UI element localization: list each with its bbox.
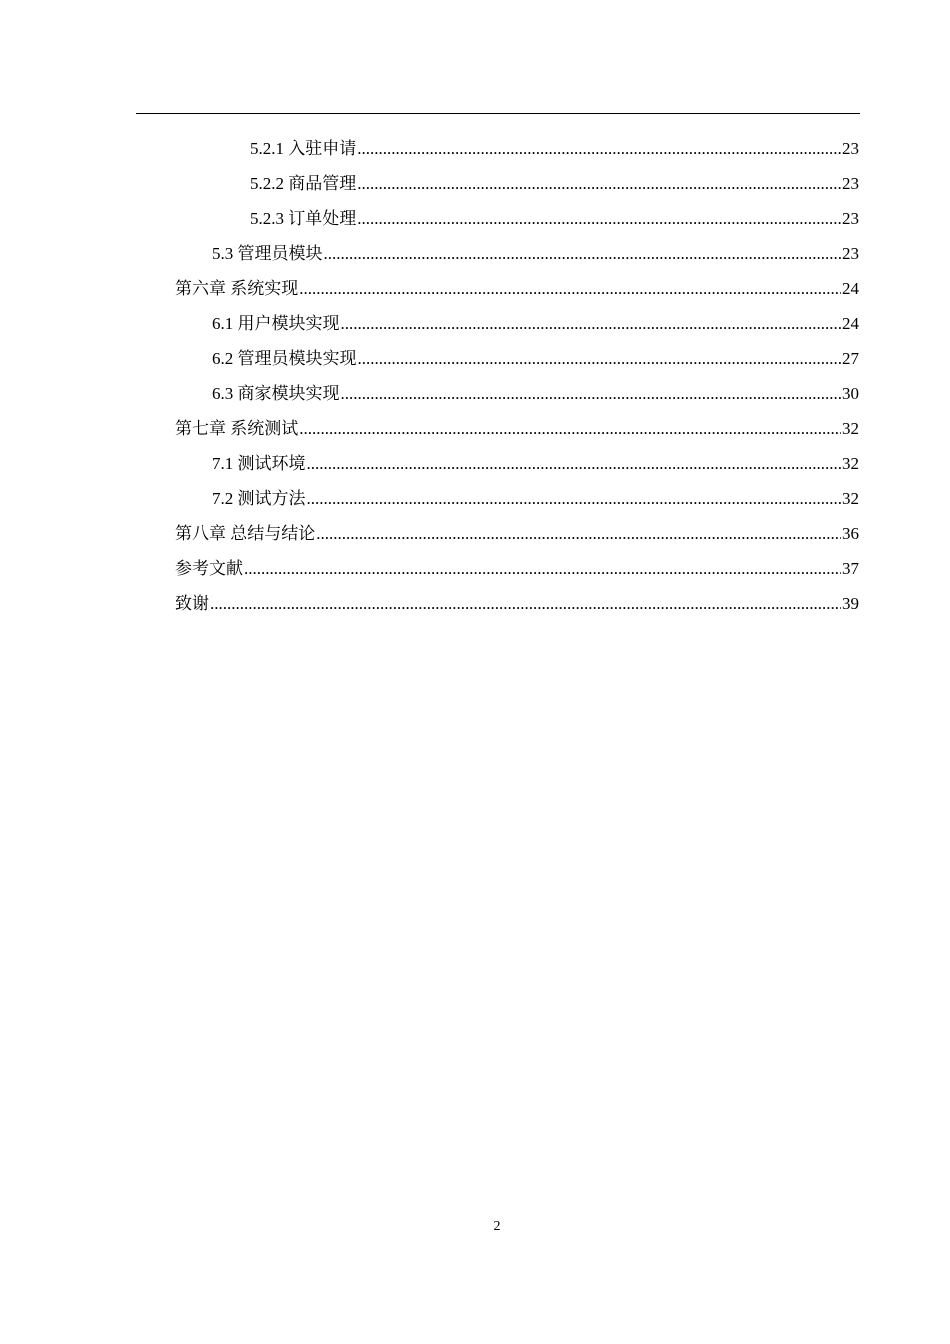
toc-entry-page: 24	[842, 279, 859, 298]
toc-dot-leader	[210, 586, 841, 621]
toc-entry-page: 36	[842, 524, 859, 543]
toc-entry-title: 7.1 测试环境	[212, 454, 306, 473]
toc-dot-leader	[357, 166, 841, 201]
toc-entry-title: 5.3 管理员模块	[212, 244, 323, 263]
toc-dot-leader	[299, 411, 841, 446]
toc-dot-leader	[357, 131, 841, 166]
toc-entry-title: 致谢	[175, 594, 209, 613]
toc-entry-page: 37	[842, 559, 859, 578]
toc-entry-page: 23	[842, 244, 859, 263]
toc-entry[interactable]	[0, 271, 950, 306]
toc-entry-title: 6.1 用户模块实现	[212, 314, 340, 333]
toc-entry-title: 第七章 系统测试	[175, 419, 299, 438]
toc-dot-leader	[316, 516, 841, 551]
header-rule	[136, 113, 860, 114]
toc-entry-title: 5.2.2 商品管理	[250, 174, 357, 193]
toc-dot-leader	[341, 376, 842, 411]
toc-dot-leader	[244, 551, 841, 586]
toc-entry-page: 23	[842, 174, 859, 193]
toc-entry-page: 27	[842, 349, 859, 368]
toc-entry-page: 32	[842, 454, 859, 473]
toc-entry-title: 参考文献	[175, 559, 243, 578]
toc-entry-title: 第六章 系统实现	[175, 279, 299, 298]
page-number: 2	[493, 1219, 501, 1234]
toc-entry-title: 6.3 商家模块实现	[212, 384, 340, 403]
toc-entry[interactable]	[0, 166, 950, 201]
toc-entry-page: 30	[842, 384, 859, 403]
toc-entry-page: 24	[842, 314, 859, 333]
toc-dot-leader	[299, 271, 841, 306]
toc-entry-page: 23	[842, 209, 859, 228]
toc-dot-leader	[307, 446, 842, 481]
toc-entry[interactable]	[0, 201, 950, 236]
toc-entry-page: 32	[842, 419, 859, 438]
toc-entry[interactable]	[0, 586, 950, 621]
toc-entry[interactable]	[0, 236, 950, 271]
table-of-contents	[0, 131, 950, 621]
toc-entry[interactable]	[0, 131, 950, 166]
toc-dot-leader	[324, 236, 842, 271]
toc-dot-leader	[341, 306, 842, 341]
toc-entry[interactable]	[0, 516, 950, 551]
toc-entry-title: 第八章 总结与结论	[175, 524, 316, 543]
toc-entry[interactable]	[0, 376, 950, 411]
toc-entry[interactable]	[0, 341, 950, 376]
toc-dot-leader	[357, 201, 841, 236]
toc-entry[interactable]	[0, 551, 950, 586]
toc-entry-page: 32	[842, 489, 859, 508]
toc-entry-title: 5.2.3 订单处理	[250, 209, 357, 228]
toc-dot-leader	[307, 481, 842, 516]
toc-entry[interactable]	[0, 411, 950, 446]
toc-entry-title: 7.2 测试方法	[212, 489, 306, 508]
toc-dot-leader	[358, 341, 842, 376]
toc-entry[interactable]	[0, 481, 950, 516]
toc-entry-title: 6.2 管理员模块实现	[212, 349, 357, 368]
toc-entry[interactable]	[0, 446, 950, 481]
toc-entry-page: 39	[842, 594, 859, 613]
toc-entry[interactable]	[0, 306, 950, 341]
toc-entry-page: 23	[842, 139, 859, 158]
toc-entry-title: 5.2.1 入驻申请	[250, 139, 357, 158]
